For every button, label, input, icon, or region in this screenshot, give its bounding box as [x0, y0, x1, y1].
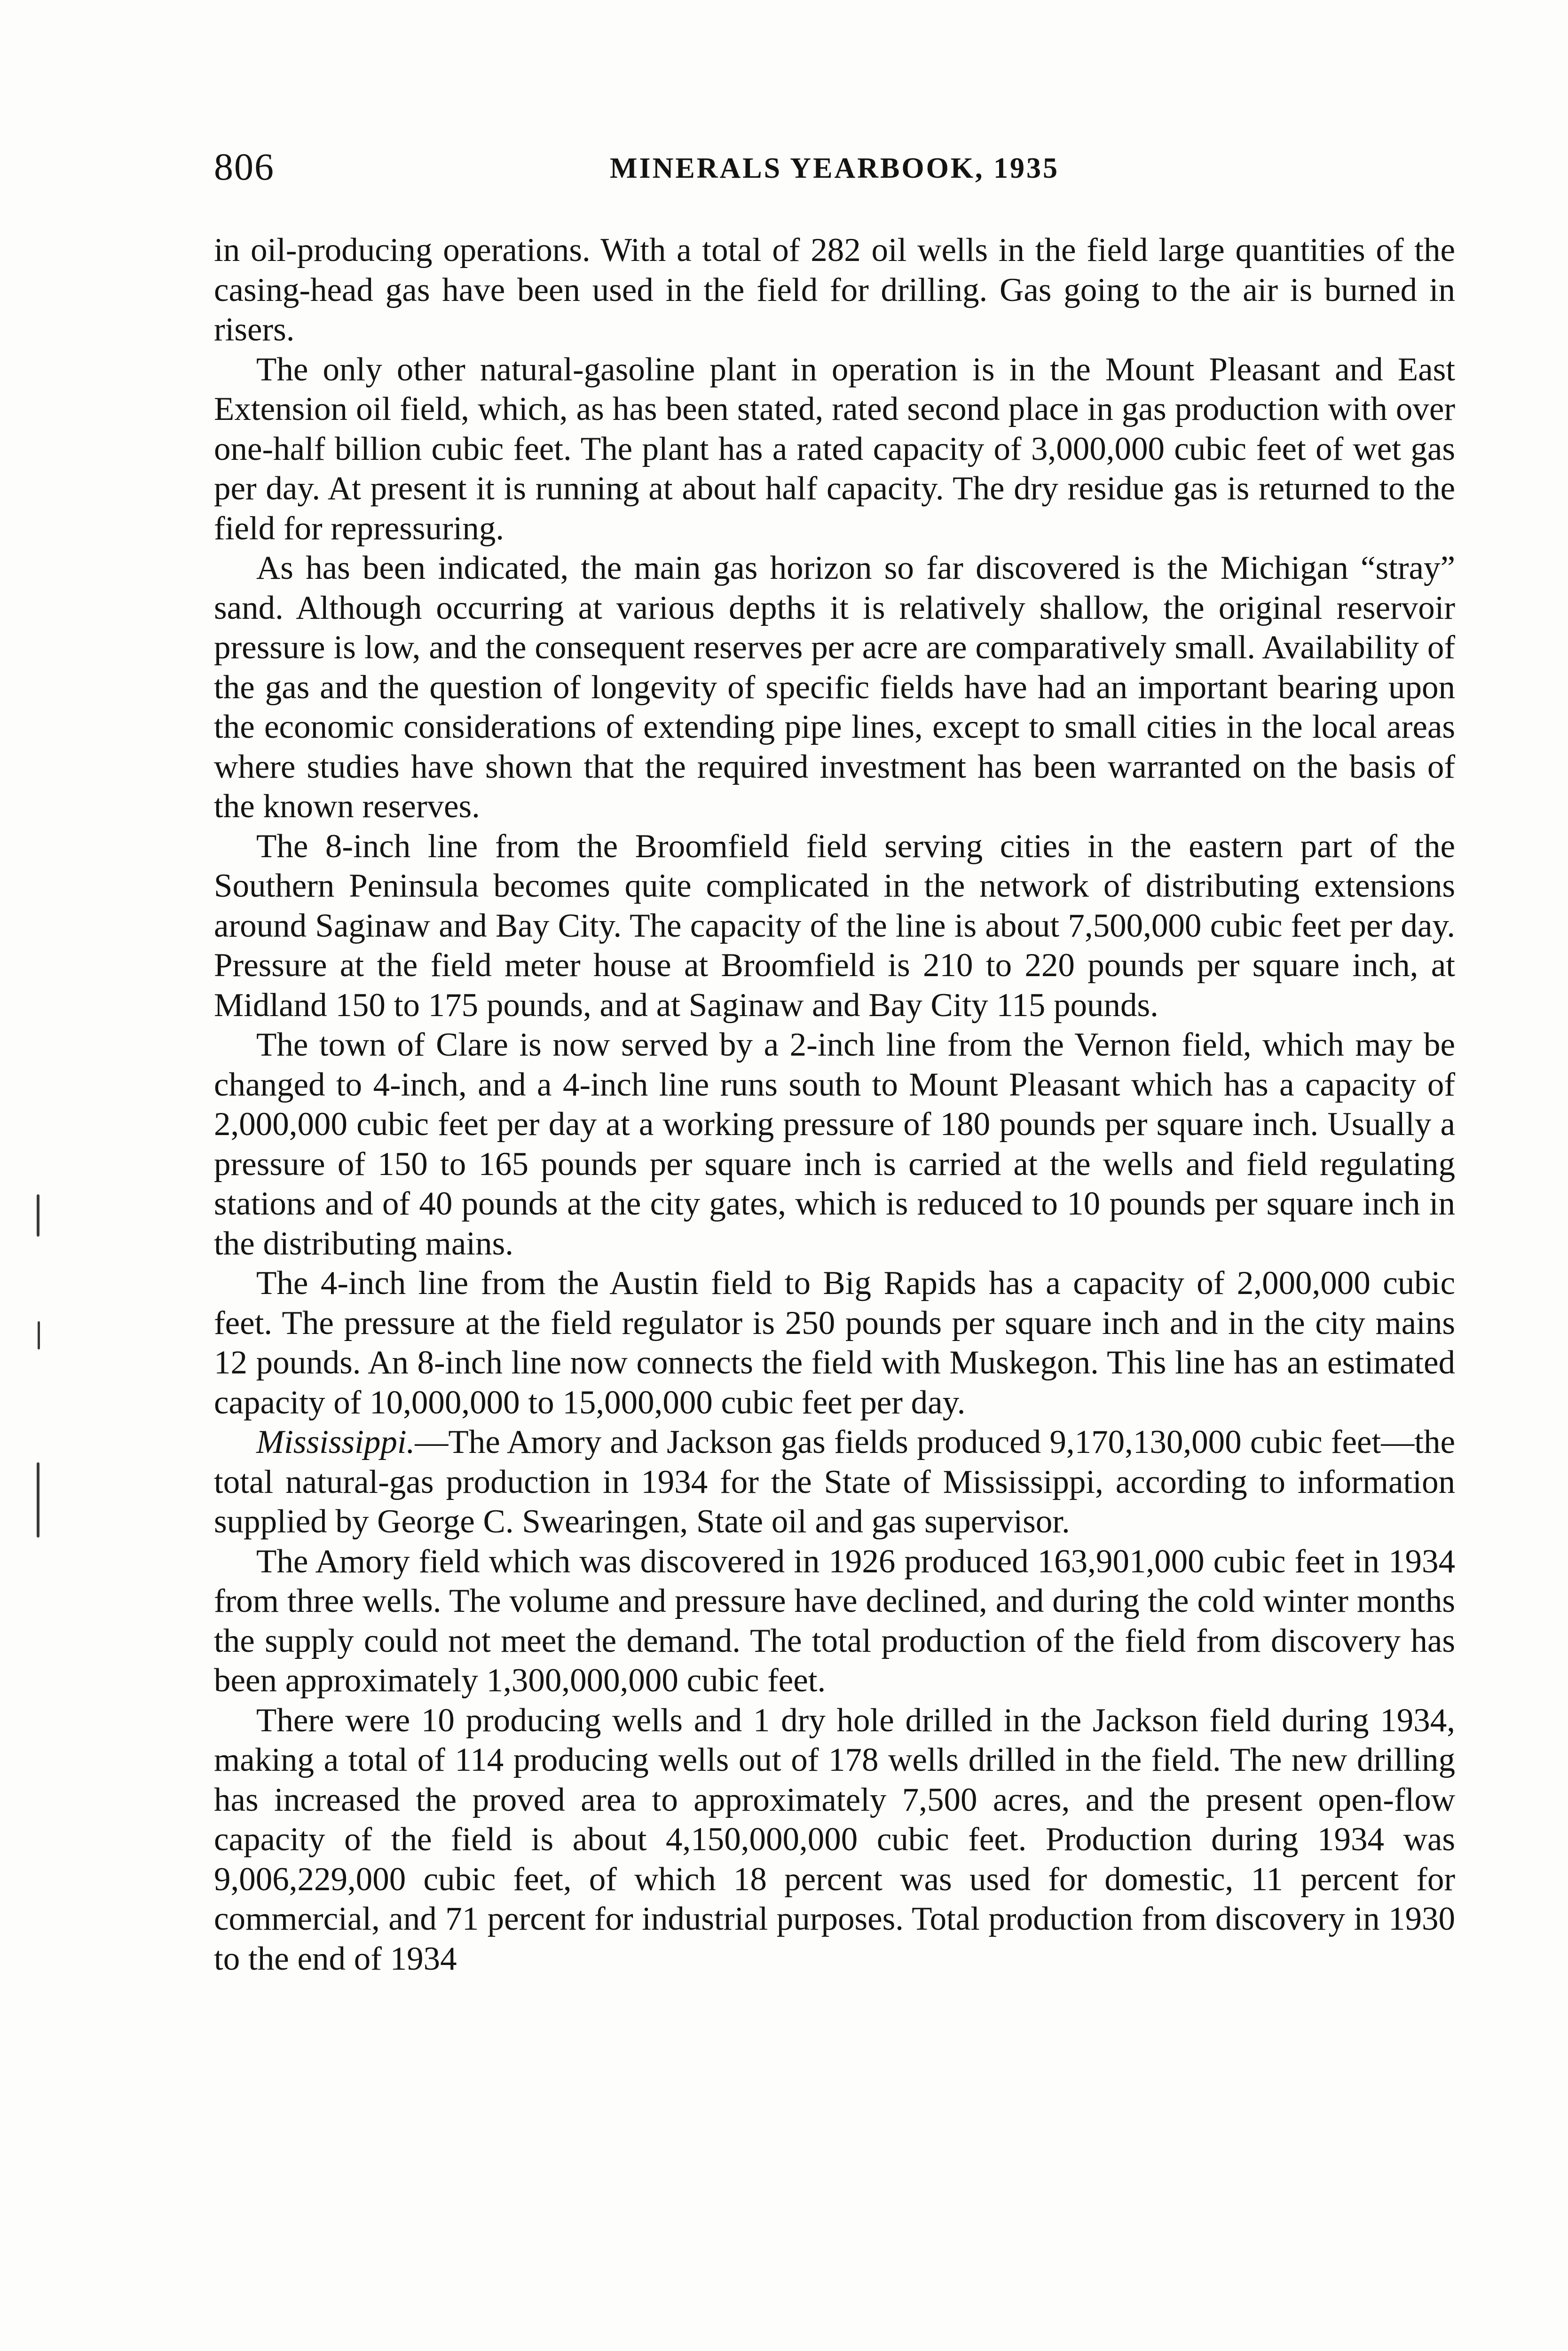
paragraph-gas-horizon: As has been indicated, the main gas horizon so far discovered is the Michigan “stray” sand. Although occurring at various depths it is relatively shallow, the original reservoir pressure is low, and the consequent reserves per acre are comparatively small. Availability of the gas and the question of longevity of specific fields have had an important bearing upon the economic considerations of extending pipe lines, except to small cities in the local areas where studies have shown that the required investment has been warranted on the basis of the known reserves.: [214, 550, 1455, 825]
margin-mark: [37, 1194, 39, 1237]
running-title: MINERALS YEARBOOK, 1935: [609, 152, 1060, 184]
body-text: [214, 230, 1455, 1979]
margin-mark: [37, 1462, 39, 1538]
page-header: [214, 141, 1455, 193]
paragraph-jackson-field: There were 10 producing wells and 1 dry hole drilled in the Jackson field during 1934, making a total of 114 producing wells out of 178 wells drilled in the field. The new drilling has increased the proved area to approximately 7,500 acres, and the present open-flow capacity of the field is about 4,150,000,000 cubic feet. Production during 1934 was 9,006,229,000 cubic feet, of which 18 percent was used for domestic, 11 percent for commercial, and 71 percent for industrial purposes. Total production from discovery in 1930 to the end of 1934: [214, 1702, 1455, 1977]
paragraph-continuation: in oil-producing operations. With a total of 282 oil wells in the field large quantities of the casing-head gas have been used in the field for drilling. Gas going to the air is burned in risers.: [214, 232, 1455, 348]
paragraph-clare-line: The town of Clare is now served by a 2-inch line from the Vernon field, which may be changed to 4-inch, and a 4-inch line runs south to Mount Pleasant which has a capacity of 2,000,000 cubic feet per day at a working pressure of 180 pounds per square inch. Usually a pressure of 150 to 165 pounds per square inch is carried at the wells and field regulating stations and of 40 pounds at the city gates, which is reduced to 10 pounds per square inch in the distributing mains.: [214, 1026, 1455, 1262]
paragraph-austin-line: The 4-inch line from the Austin field to Big Rapids has a capacity of 2,000,000 cubic feet. The pressure at the field regulator is 250 pounds per square inch and in the city mains 12 pounds. An 8-inch line now connects the field with Muskegon. This line has an estimated capacity of 10,000,000 to 15,000,000 cubic feet per day.: [214, 1265, 1455, 1421]
paragraph-broomfield-line: The 8-inch line from the Broomfield field serving cities in the eastern part of the Southern Peninsula becomes quite complicated in the network of distributing extensions around Saginaw and Bay City. The capacity of the line is about 7,500,000 cubic feet per day. Pressure at the field meter house at Broomfield is 210 to 220 pounds per square inch, at Midland 150 to 175 pounds, and at Saginaw and Bay City 115 pounds.: [214, 828, 1455, 1024]
page-number: 806: [214, 145, 275, 188]
paragraph-mississippi-text: —The Amory and Jackson gas fields produced 9,170,130,000 cubic feet—the total natural-gas production in 1934 for the State of Mississippi, according to information supplied by George C. Swearingen, State oil and gas supervisor.: [214, 1424, 1455, 1540]
paragraph-amory-field: The Amory field which was discovered in 1926 produced 163,901,000 cubic feet in 1934 from three wells. The volume and pressure have declined, and during the cold winter months the supply could not meet the demand. The total production of the field from discovery has been approximately 1,300,000,000 cubic feet.: [214, 1543, 1455, 1699]
section-lead-mississippi: Mississippi.: [256, 1424, 415, 1460]
paragraph-mississippi: [214, 1422, 1455, 1542]
margin-mark: [38, 1321, 40, 1349]
paragraph-gasoline-plant: The only other natural-gasoline plant in operation is in the Mount Pleasant and East Extension oil field, which, as has been stated, rated second place in gas production with over one-half billion cubic feet. The plant has a rated capacity of 3,000,000 cubic feet of wet gas per day. At present it is running at about half capacity. The dry residue gas is returned to the field for repressuring.: [214, 351, 1455, 547]
